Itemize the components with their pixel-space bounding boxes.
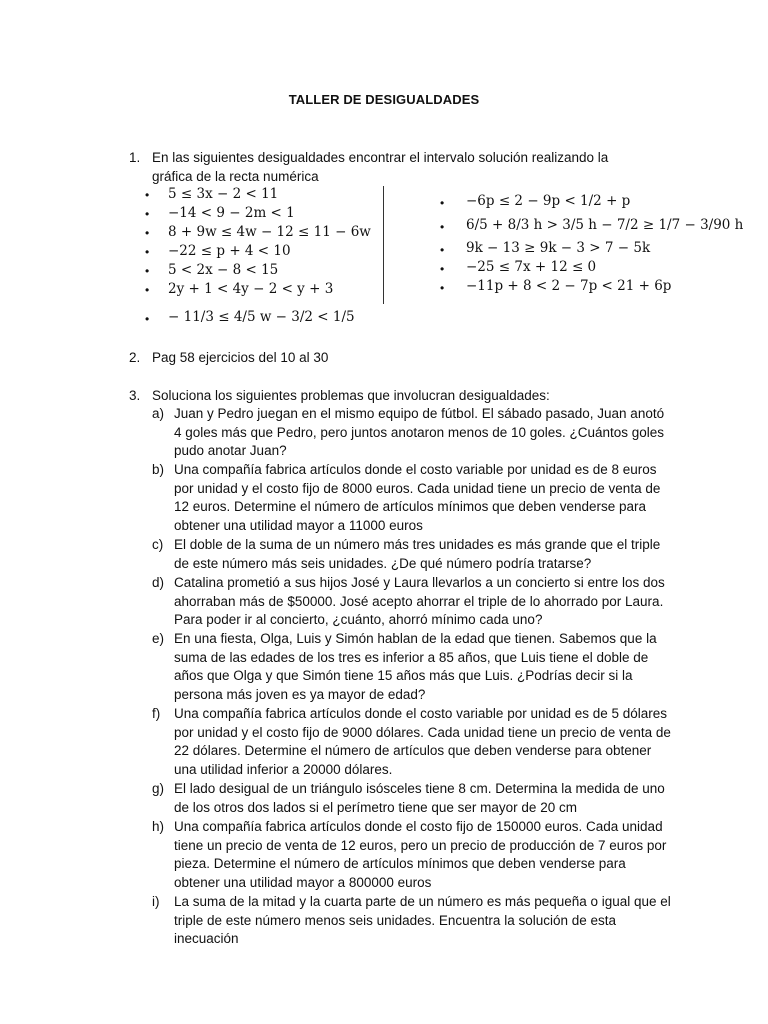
question-2-text: Pag 58 ejercicios del 10 al 30 — [152, 350, 329, 365]
problem-label: g) — [152, 781, 165, 796]
inequality-item: −25 ≤ 7x + 12 ≤ 0 — [466, 259, 597, 275]
bullet-icon: • — [440, 196, 445, 210]
page-title: TALLER DE DESIGUALDADES — [288, 92, 480, 107]
bullet-icon: • — [440, 220, 445, 234]
problem-text: En una fiesta, Olga, Luis y Simón hablan de la edad que tienen. Sabemos que la suma de las edades de los tres es inferior a 85 años, que Luis tiene el doble de años que Olga y que Simón tiene 15 años más que Luis. ¿Podrías decir si la persona más joven es ya mayor de edad? — [174, 631, 657, 702]
column-divider — [383, 186, 384, 304]
question-2-number: 2. — [129, 350, 141, 365]
problem-label: f) — [152, 706, 161, 721]
inequality-item: −22 ≤ p + 4 < 10 — [168, 243, 291, 259]
bullet-icon: • — [145, 207, 150, 221]
bullet-icon: • — [440, 262, 445, 276]
problem-label: i) — [152, 894, 160, 909]
question-1-number: 1. — [129, 150, 141, 165]
problem-text: El lado desigual de un triángulo isósceles tiene 8 cm. Determina la medida de uno de los otros dos lados si el perímetro tiene que ser mayor de 20 cm — [174, 781, 665, 815]
question-1-text: En las siguientes desigualdades encontrar el intervalo solución realizando la gráfica de la recta numérica — [152, 150, 609, 184]
bullet-icon: • — [440, 243, 445, 257]
problem-text: Catalina prometió a sus hijos José y Laura llevarlos a un concierto si entre los dos ahorraban más de $50000. José acepto ahorrar el triple de lo ahorrado por Laura. Para poder ir al concierto, ¿cuánto, ahorró mínimo cada uno? — [174, 575, 665, 628]
inequality-item: 8 + 9w ≤ 4w − 12 ≤ 11 − 6w — [168, 224, 371, 240]
question-3-text: Soluciona los siguientes problemas que involucran desigualdades: — [152, 388, 550, 403]
problem-text: El doble de la suma de un número más tres unidades es más grande que el triple de este número más seis unidades. ¿De qué número podría tratarse? — [174, 537, 661, 571]
problem-label: b) — [152, 462, 165, 477]
inequality-item: −11p + 8 < 2 − 7p < 21 + 6p — [466, 278, 672, 294]
bullet-icon: • — [145, 312, 150, 326]
problem-label: a) — [152, 406, 165, 421]
inequality-item: 2y + 1 < 4y − 2 < y + 3 — [168, 281, 334, 297]
inequality-item: −14 < 9 − 2m < 1 — [168, 205, 295, 221]
problem-label: e) — [152, 631, 165, 646]
inequality-item: 9k − 13 ≥ 9k − 3 > 7 − 5k — [466, 240, 651, 256]
bullet-icon: • — [440, 281, 445, 295]
problem-text: Juan y Pedro juegan en el mismo equipo de fútbol. El sábado pasado, Juan anotó 4 goles más que Pedro, pero juntos anotaron menos de 10 goles. ¿Cuántos goles pudo anotar Juan? — [174, 406, 665, 459]
question-3-number: 3. — [129, 388, 141, 403]
problem-text: Una compañía fabrica artículos donde el costo variable por unidad es de 5 dólares por unidad y el costo fijo de 9000 dólares. Cada unidad tiene un precio de venta de 22 dólares. Determine el número de artículos que deben venderse para obtener una utilidad inferior a 20000 dólares. — [174, 706, 671, 777]
problem-text: Una compañía fabrica artículos donde el costo fijo de 150000 euros. Cada unidad tiene un precio de venta de 12 euros, pero un precio de producción de 7 euros por pieza. Determine el número de artículos mínimos que deben venderse para obtener una utilidad mayor a 800000 euros — [174, 819, 667, 890]
inequality-item: 5 ≤ 3x − 2 < 11 — [168, 186, 279, 202]
bullet-icon: • — [145, 188, 150, 202]
inequality-item: − 11/3 ≤ 4/5 w − 3/2 < 1/5 — [168, 309, 355, 325]
bullet-icon: • — [145, 283, 150, 297]
problem-label: d) — [152, 575, 165, 590]
problem-label: c) — [152, 537, 164, 552]
bullet-icon: • — [145, 245, 150, 259]
bullet-icon: • — [145, 226, 150, 240]
inequality-item: 5 < 2x − 8 < 15 — [168, 262, 279, 278]
problem-text: La suma de la mitad y la cuarta parte de un número es más pequeña o igual que el triple de este número menos seis unidades. Encuentra la solución de esta inecuación — [174, 894, 671, 947]
inequality-item: −6p ≤ 2 − 9p < 1/2 + p — [466, 193, 631, 209]
problem-label: h) — [152, 819, 165, 834]
bullet-icon: • — [145, 264, 150, 278]
problem-text: Una compañía fabrica artículos donde el costo variable por unidad es de 8 euros por unidad y el costo fijo de 8000 euros. Cada unidad tiene un precio de venta de 12 euros. Determine el número de artículos mínimos que deben venderse para obtener una utilidad mayor a 11000 euros — [174, 462, 661, 533]
inequality-item: 6/5 + 8/3 h > 3/5 h − 7/2 ≥ 1/7 − 3/90 h — [466, 217, 744, 233]
